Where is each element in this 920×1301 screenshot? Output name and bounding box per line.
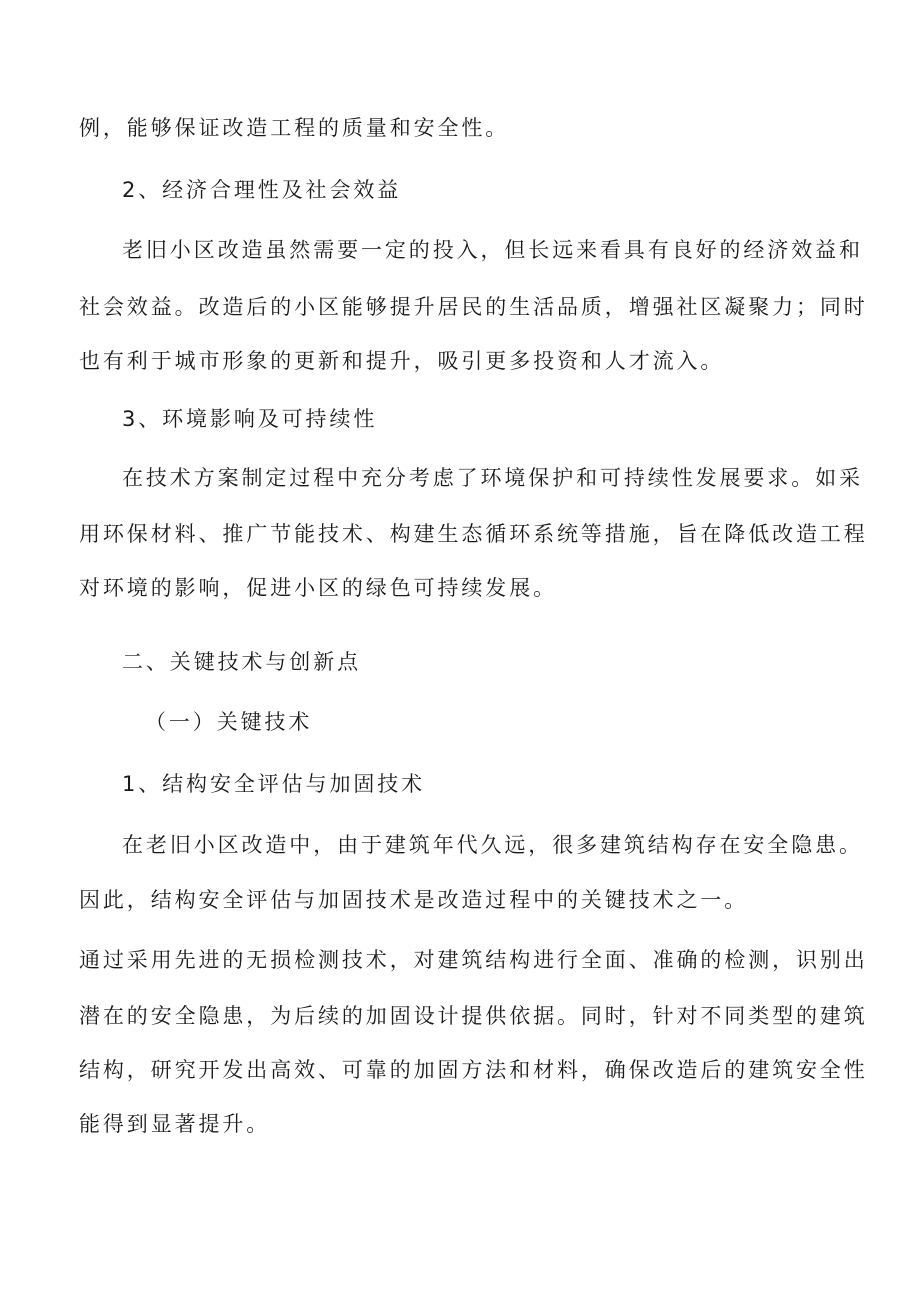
paragraph-line: 老旧小区改造虽然需要一定的投入，但长远来看具有良好的经济效益和 bbox=[122, 238, 863, 262]
paragraph-line: 因此，结构安全评估与加固技术是改造过程中的关键技术之一。 bbox=[79, 888, 749, 912]
paragraph-line: 潜在的安全隐患，为后续的加固设计提供依据。同时，针对不同类型的建筑 bbox=[79, 1004, 868, 1028]
paragraph-line: 对环境的影响，促进小区的绿色可持续发展。 bbox=[79, 576, 557, 600]
paragraph-line: 社会效益。改造后的小区能够提升居民的生活品质，增强社区凝聚力；同时 bbox=[79, 295, 868, 319]
section-heading-structure: 1、结构安全评估与加固技术 bbox=[122, 772, 426, 796]
chapter-heading: 二、关键技术与创新点 bbox=[122, 650, 361, 674]
section-heading-economic: 2、经济合理性及社会效益 bbox=[122, 178, 402, 202]
paragraph-line: 能得到显著提升。 bbox=[79, 1112, 271, 1136]
paragraph-line: 也有利于城市形象的更新和提升，吸引更多投资和人才流入。 bbox=[79, 349, 725, 373]
paragraph-line: 通过采用先进的无损检测技术，对建筑结构进行全面、准确的检测，识别出 bbox=[79, 948, 868, 972]
subsection-heading: （一）关键技术 bbox=[145, 710, 313, 734]
paragraph-line: 在老旧小区改造中，由于建筑年代久远，很多建筑结构存在安全隐患。 bbox=[122, 833, 863, 857]
section-heading-environment: 3、环境影响及可持续性 bbox=[122, 407, 378, 431]
paragraph-line: 用环保材料、推广节能技术、构建生态循环系统等措施，旨在降低改造工程 bbox=[79, 522, 868, 546]
paragraph-line: 在技术方案制定过程中充分考虑了环境保护和可持续性发展要求。如采 bbox=[122, 466, 863, 490]
paragraph-line: 结构，研究开发出高效、可靠的加固方法和材料，确保改造后的建筑安全性 bbox=[79, 1058, 868, 1082]
paragraph-line: 例，能够保证改造工程的质量和安全性。 bbox=[79, 116, 510, 140]
